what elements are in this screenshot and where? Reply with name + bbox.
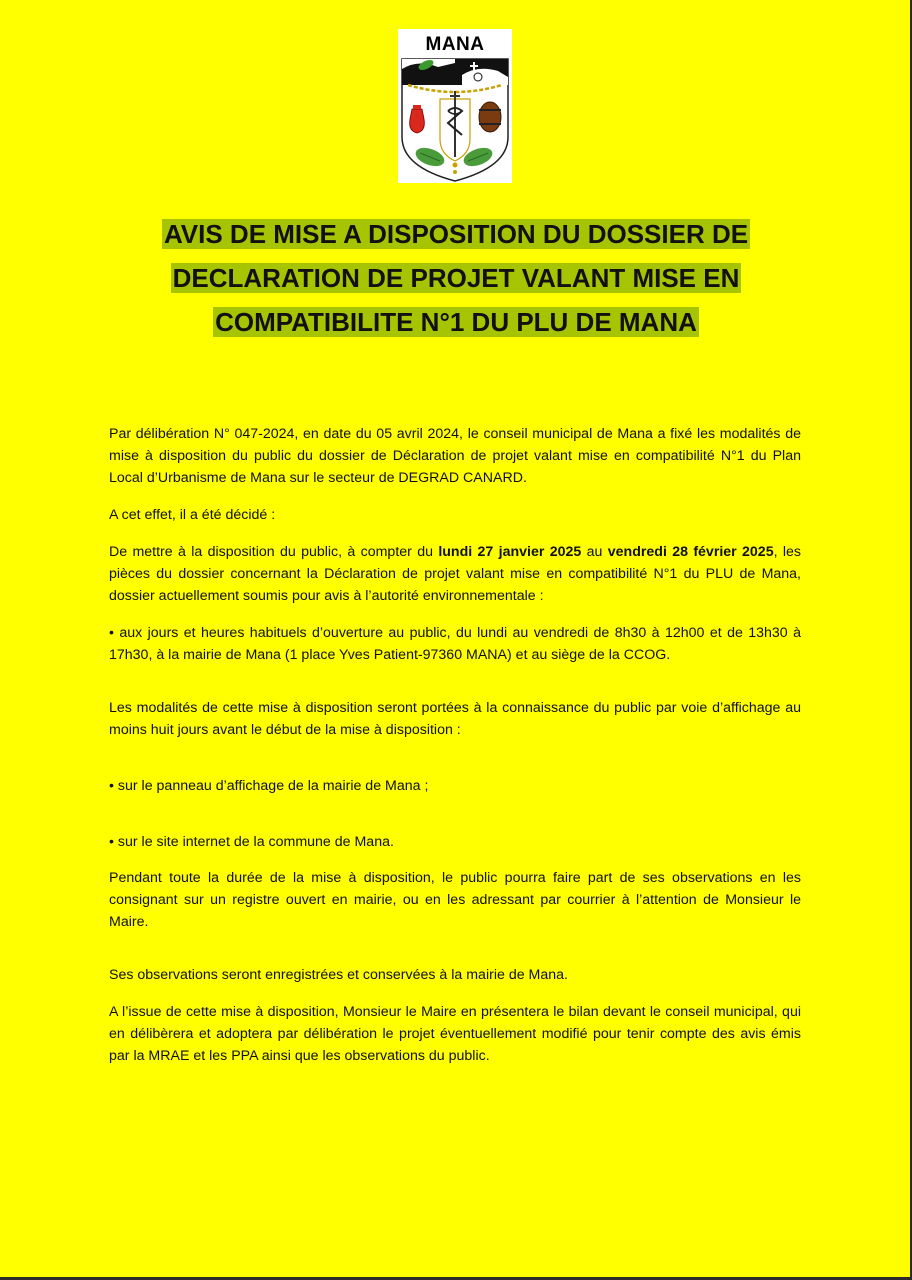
logo-text: MANA (425, 34, 485, 55)
paragraph-dates (109, 541, 801, 607)
end-date: vendredi 28 février 2025 (607, 544, 774, 560)
start-date: lundi 27 janvier 2025 (438, 544, 582, 560)
title-line-2: DECLARATION DE PROJET VALANT MISE EN (172, 263, 740, 293)
title-line-1: AVIS DE MISE A DISPOSITION DU DOSSIER DE (163, 219, 749, 249)
dates-text-end: , les pièces du dossier concernant la Déclaration de projet valant mise en compatibilité N°1 du PLU de Mana, dossier actuellement soumis pour avis à l’autorité environnementale : (109, 544, 802, 604)
bullet-website: • sur le site internet de la commune de Mana. (109, 834, 394, 850)
notice-body (109, 423, 801, 1067)
paragraph-conclusion: A l’issue de cette mise à disposition, Monsieur le Maire en présentera le bilan devant le conseil municipal, qui en délibèrera et adoptera par délibération le projet éventuellement modifié pour tenir compte des avis émis par la MRAE et les PPA ainsi que les observations du public. (109, 1004, 801, 1064)
mana-coat-of-arms-logo (398, 29, 512, 183)
paragraph-recorded: Ses observations seront enregistrées et conservées à la mairie de Mana. (109, 967, 568, 983)
paragraph-modalities: Les modalités de cette mise à disposition seront portées à la connaissance du public par voie d’affichage au moins huit jours avant le début de la mise à disposition : (109, 700, 801, 738)
dates-text-start: De mettre à la disposition du public, à compter du (109, 544, 439, 560)
title-line-3: COMPATIBILITE N°1 DU PLU DE MANA (215, 307, 697, 337)
paragraph-decided: A cet effet, il a été décidé : (109, 507, 276, 523)
paragraph-deliberation: Par délibération N° 047-2024, en date du 05 avril 2024, le conseil municipal de Mana a fixé les modalités de mise à disposition du public du dossier de Déclaration de projet valant mise en compatibilité N°1 du Plan Local d’Urbanisme de Mana sur le secteur de DEGRAD CANARD. (109, 426, 801, 486)
paragraph-observations: Pendant toute la durée de la mise à disposition, le public pourra faire part de ses observations en les consignant sur un registre ouvert en mairie, ou en les adressant par courrier à l’attention de Monsieur le Maire. (109, 870, 801, 930)
notice-title (0, 212, 912, 344)
dates-text-mid: au (581, 544, 608, 560)
bullet-panel: • sur le panneau d’affichage de la mairie de Mana ; (109, 778, 429, 794)
paragraph-opening-hours: • aux jours et heures habituels d’ouverture au public, du lundi au vendredi de 8h30 à 12h00 et de 13h30 à 17h30, à la mairie de Mana (1 place Yves Patient-97360 MANA) et au siège de la CCOG. (109, 625, 801, 663)
